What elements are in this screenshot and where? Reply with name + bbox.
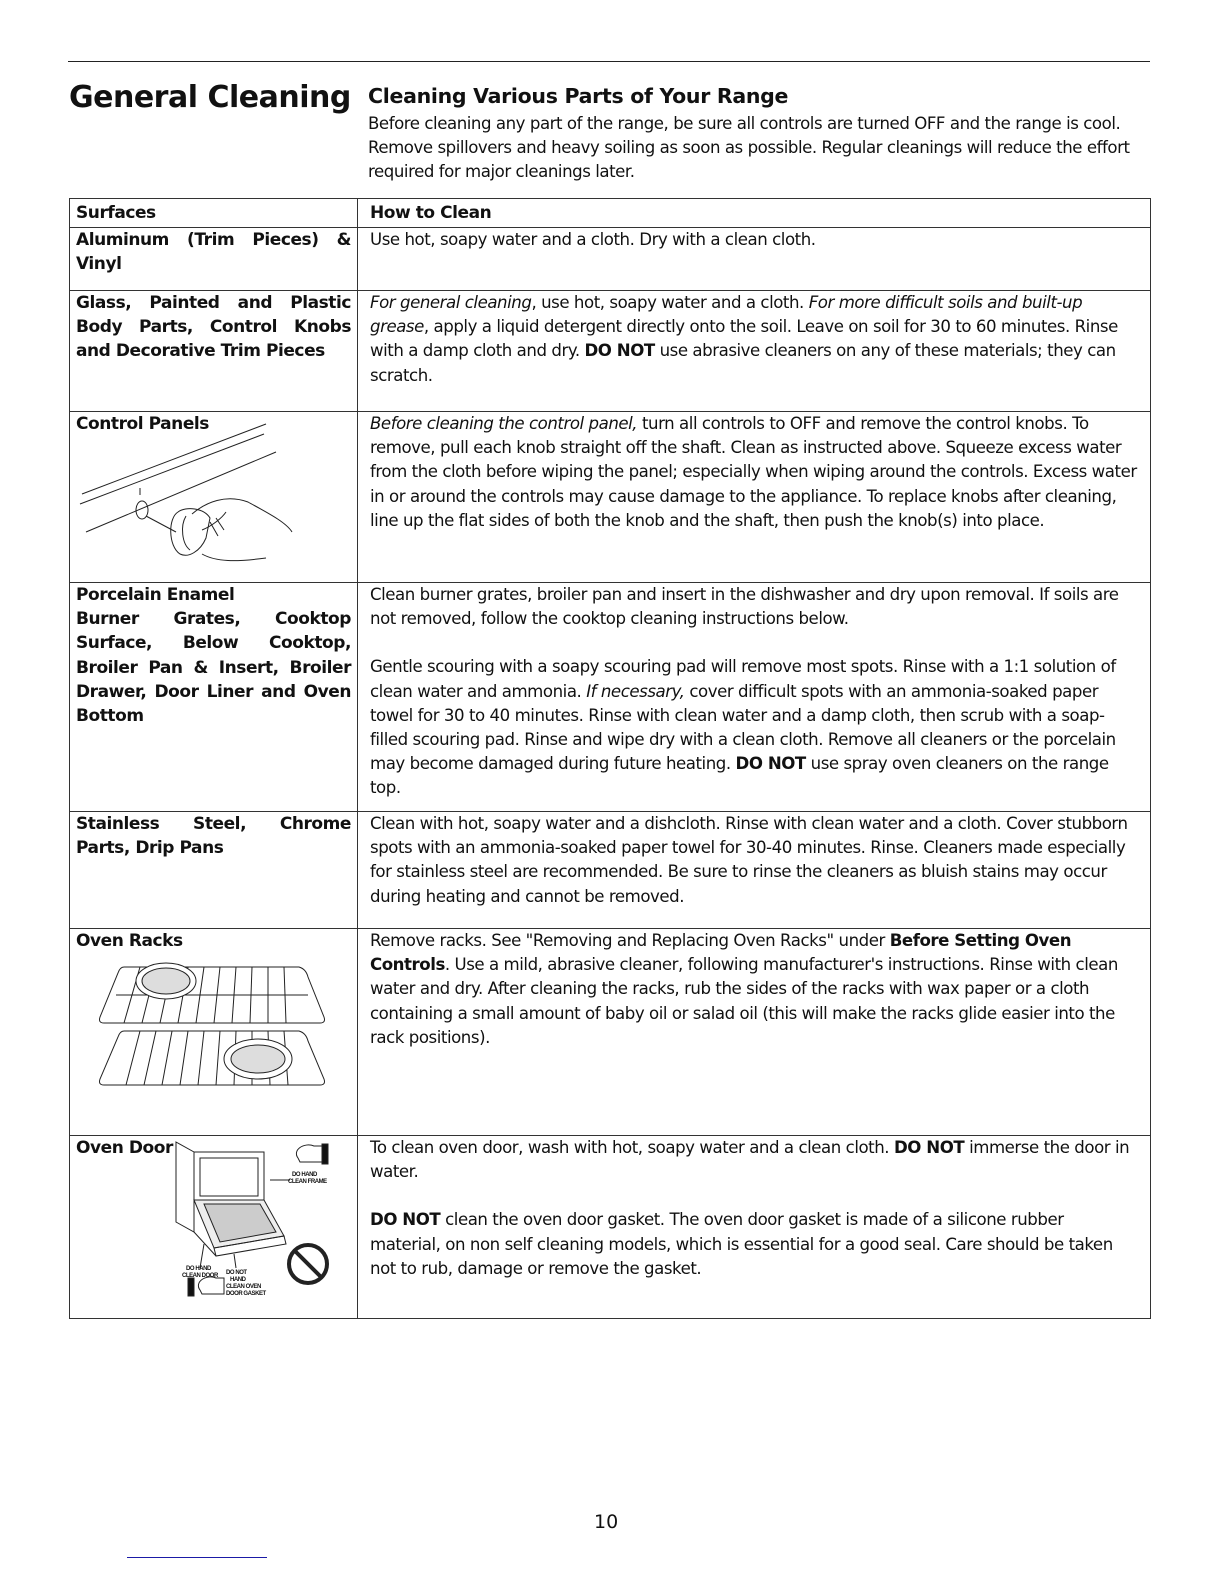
- control-knob-removal-illustration: [76, 422, 296, 562]
- emphasis-text: For general cleaning: [370, 293, 532, 312]
- how-to-clean-cell: [358, 412, 1151, 583]
- instruction-fragment: , apply a liquid detergent directly onto the soil. Leave on soil for 30 to 60 minutes. Rinse with a damp cloth and dry.: [370, 317, 1118, 361]
- instruction-text: [370, 1136, 1138, 1184]
- illustration-label: DO HAND: [292, 1172, 317, 1178]
- header-how-to-clean: How to Clean: [358, 199, 1151, 228]
- instruction-fragment: To clean oven door, wash with hot, soapy water and a clean cloth.: [370, 1138, 894, 1157]
- surface-name: Control Panels: [76, 414, 209, 434]
- table-row: [70, 412, 1151, 583]
- instruction-fragment: use spray oven cleaners on the range top.: [370, 754, 1109, 798]
- table-row: [70, 583, 1151, 812]
- surface-cell: [70, 1136, 358, 1319]
- instruction-text: [370, 412, 1138, 533]
- surface-cell: [70, 291, 358, 412]
- oven-racks-illustration: [94, 959, 334, 1089]
- emphasis-text: Before cleaning the control panel,: [370, 414, 638, 433]
- top-rule: [68, 61, 1150, 62]
- how-to-clean-cell: [358, 291, 1151, 412]
- how-to-clean-cell: [358, 929, 1151, 1136]
- surface-name: Burner Grates, Cooktop Surface, Below Cooktop, Broiler Pan & Insert, Broiler Drawer, Door Liner and Oven Bottom: [76, 609, 351, 727]
- surface-name: Stainless Steel, Chrome Parts, Drip Pans: [76, 814, 351, 859]
- surface-cell: [70, 929, 358, 1136]
- header-surfaces: Surfaces: [70, 199, 358, 228]
- illustration-label: DO NOT: [226, 1270, 247, 1276]
- instruction-text: [370, 929, 1138, 1050]
- emphasis-text: If necessary,: [586, 681, 685, 701]
- instruction-text: Clean burner grates, broiler pan and insert in the dishwasher and dry upon removal. If soils are not removed, follow the cooktop cleaning instructions below.: [370, 585, 1119, 629]
- table-row: [70, 1136, 1151, 1319]
- cleaning-table: [69, 198, 1151, 1319]
- instruction-text: [370, 1208, 1138, 1281]
- surface-category: Porcelain Enamel: [76, 585, 235, 605]
- warning-text: DO NOT: [893, 1138, 965, 1157]
- table-row: [70, 812, 1151, 929]
- surface-name: Aluminum (Trim Pieces) & Vinyl: [76, 230, 351, 275]
- instruction-fragment: , use hot, soapy water and a cloth.: [531, 293, 809, 312]
- intro-heading: Cleaning Various Parts of Your Range: [368, 84, 789, 108]
- illustration-label: CLEAN OVEN: [226, 1284, 261, 1290]
- cross-reference-text: Before Setting Oven Controls: [370, 931, 1072, 975]
- instruction-fragment: . Use a mild, abrasive cleaner, following manufacturer's instructions. Rinse with clean water and dry. After cleaning the racks, rub the sides of the racks with wax paper or a cloth containing a small amount of baby oil or salad oil (this will make the racks glide easier into the rack positions).: [370, 955, 1118, 1047]
- illustration-label: HAND: [230, 1277, 246, 1283]
- instruction-text: Use hot, soapy water and a cloth. Dry with a clean cloth.: [370, 230, 816, 249]
- table-row: [70, 291, 1151, 412]
- emphasis-text: For more difficult soils and built-up grease: [370, 293, 1083, 337]
- surface-name: Oven Door: [76, 1138, 173, 1158]
- table-header-row: [70, 199, 1151, 228]
- how-to-clean-cell: [358, 812, 1151, 929]
- surface-name: Glass, Painted and Plastic Body Parts, Control Knobs and Decorative Trim Pieces: [76, 293, 351, 362]
- surface-cell: [70, 583, 358, 812]
- instruction-fragment: Gentle scouring with a soapy scouring pad will remove most spots. Rinse with a 1:1 solution of clean water and ammonia.: [370, 657, 1116, 701]
- oven-door-illustration: [174, 1140, 344, 1300]
- instruction-text: Clean with hot, soapy water and a dishcloth. Rinse with clean water and a cloth. Cover stubborn spots with an ammonia-soaked paper towel for 30-40 minutes. Rinse. Cleaners made especially for stainless steel are recommended. Be sure to rinse the cleaners as bluish stains may occur during heating and cannot be removed.: [370, 814, 1128, 906]
- surface-cell: [70, 412, 358, 583]
- instruction-text: [370, 291, 1138, 388]
- table-row: [70, 929, 1151, 1136]
- illustration-label: DOOR GASKET: [226, 1291, 266, 1297]
- how-to-clean-cell: [358, 1136, 1151, 1319]
- page-number: 10: [594, 1511, 619, 1533]
- instruction-fragment: immerse the door in water.: [370, 1138, 1130, 1182]
- how-to-clean-cell: [358, 583, 1151, 812]
- intro-text: Before cleaning any part of the range, be sure all controls are turned OFF and the range is cool. Remove spillovers and heavy soiling as soon as possible. Regular cleanings will reduce the effort required for major cleanings later.: [368, 114, 1130, 181]
- how-to-clean-cell: [358, 228, 1151, 291]
- link-underline[interactable]: [127, 1557, 267, 1558]
- section-title: General Cleaning: [69, 80, 351, 115]
- warning-text: DO NOT: [735, 754, 806, 774]
- illustration-label: CLEAN DOOR: [182, 1273, 218, 1279]
- warning-text: DO NOT: [584, 341, 655, 361]
- surface-cell: [70, 812, 358, 929]
- illustration-label: CLEAN FRAME: [288, 1179, 327, 1185]
- instruction-fragment: use abrasive cleaners on any of these materials; they can scratch.: [370, 341, 1116, 385]
- illustration-label: DO HAND: [186, 1266, 211, 1272]
- instruction-fragment: clean the oven door gasket. The oven door gasket is made of a silicone rubber material, on non self cleaning models, which is essential for a good seal. Care should be taken not to rub, damage or remove the gasket.: [370, 1210, 1113, 1278]
- instruction-fragment: cover difficult spots with an ammonia-soaked paper towel for 30 to 40 minutes. Rinse with clean water and a damp cloth, then scrub with a soap-filled scouring pad. Rinse and wipe dry with a clean cloth. Remove all cleaners or the porcelain may become damaged during future heating.: [370, 681, 1116, 774]
- warning-text: DO NOT: [370, 1210, 441, 1230]
- intro: [368, 84, 1158, 184]
- table-row: [70, 228, 1151, 291]
- instruction-text: [370, 655, 1138, 800]
- surface-name: Oven Racks: [76, 931, 183, 951]
- instruction-fragment: Remove racks. See "Removing and Replacing Oven Racks" under: [370, 931, 890, 950]
- surface-cell: [70, 228, 358, 291]
- instruction-fragment: turn all controls to OFF and remove the control knobs. To remove, pull each knob straight off the shaft. Clean as instructed above. Squeeze excess water from the cloth before wiping the panel; especially when wiping around the controls. Excess water in or around the controls may cause damage to the appliance. To replace knobs after cleaning, line up the flat sides of both the knob and the shaft, then push the knob(s) into place.: [370, 414, 1137, 530]
